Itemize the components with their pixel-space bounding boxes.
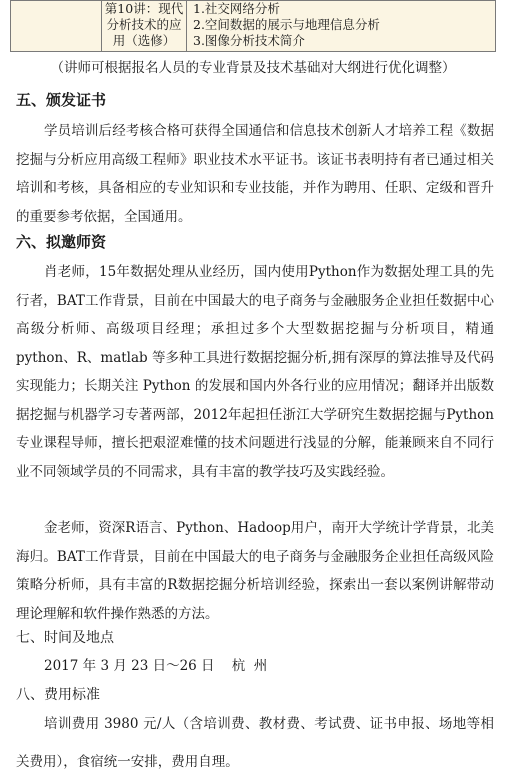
teacher-jin-paragraph: 金老师，资深R语言、Python、Hadoop用户，南开大学统计学背景，北美海归。BAT工作背景，目前在中国最大的电子商务与金融服务企业担任高级风险策略分析师，具有丰富的R数据挖掘分析培训经验，探索出一套以案例讲解带动理论理解和软件操作熟悉的方法。 — [16, 520, 494, 622]
topic-item: 3.图像分析技术简介 — [193, 33, 305, 48]
outline-adjust-note: （讲师可根据报名人员的专业背景及技术基础对大纲进行优化调整） — [50, 60, 456, 76]
lesson-topics-cell — [187, 1, 496, 52]
lesson-label-cell: 第10讲：现代分析技术的应用（选修） — [102, 1, 187, 52]
section-heading-fees: 八、费用标准 — [16, 687, 100, 703]
section-heading-certificate: 五、颁发证书 — [16, 91, 107, 109]
certificate-paragraph: 学员培训后经考核合格可获得全国通信和信息技术创新人才培养工程《数据挖掘与分析应用高级工程师》职业技术水平证书。该证书表明持有者已通过相关培训和考核，具备相应的专业知识和专业技能，并作为聘用、任职、定级和晋升的重要参考依据，全国通用。 — [16, 123, 494, 225]
teacher-xiao-paragraph: 肖老师，15年数据处理从业经历，国内使用Python作为数据处理工具的先行者，BAT工作背景，目前在中国最大的电子商务与金融服务企业担任数据中心高级分析师、高级项目经理；承担过多个大型数据挖掘与分析项目，精通 python、R、matlab 等多种工具进行数据挖掘分析,拥有深厚的算法推导及代码实现能力；长期关注 Python 的发展和国内外各行业的应用情况；翻译并出版数据挖掘与机器学习专著两部，2012年起担任浙江大学研究生数据挖掘与Python专业课程导师，擅长把艰涩难懂的技术问题进行浅显的分解，能兼顾来自不同行业不同领域学员的不同需求，具有丰富的教学技巧及实践经验。 — [16, 264, 494, 480]
fees-paragraph: 培训费用 3980 元/人（含培训费、教材费、考试费、证书申报、场地等相关费用），食宿统一安排，费用自理。 — [16, 716, 494, 770]
section-heading-time-place: 七、时间及地点 — [16, 630, 114, 646]
topic-item: 1.社交网络分析 — [193, 1, 280, 16]
table-cell-empty — [11, 1, 102, 52]
time-place-line: 2017 年 3 月 23 日～26 日 杭 州 — [44, 658, 268, 674]
course-outline-table — [10, 0, 496, 52]
section-heading-teachers: 六、拟邀师资 — [16, 233, 107, 251]
topic-item: 2.空间数据的展示与地理信息分析 — [193, 17, 380, 32]
table-row — [11, 1, 496, 52]
